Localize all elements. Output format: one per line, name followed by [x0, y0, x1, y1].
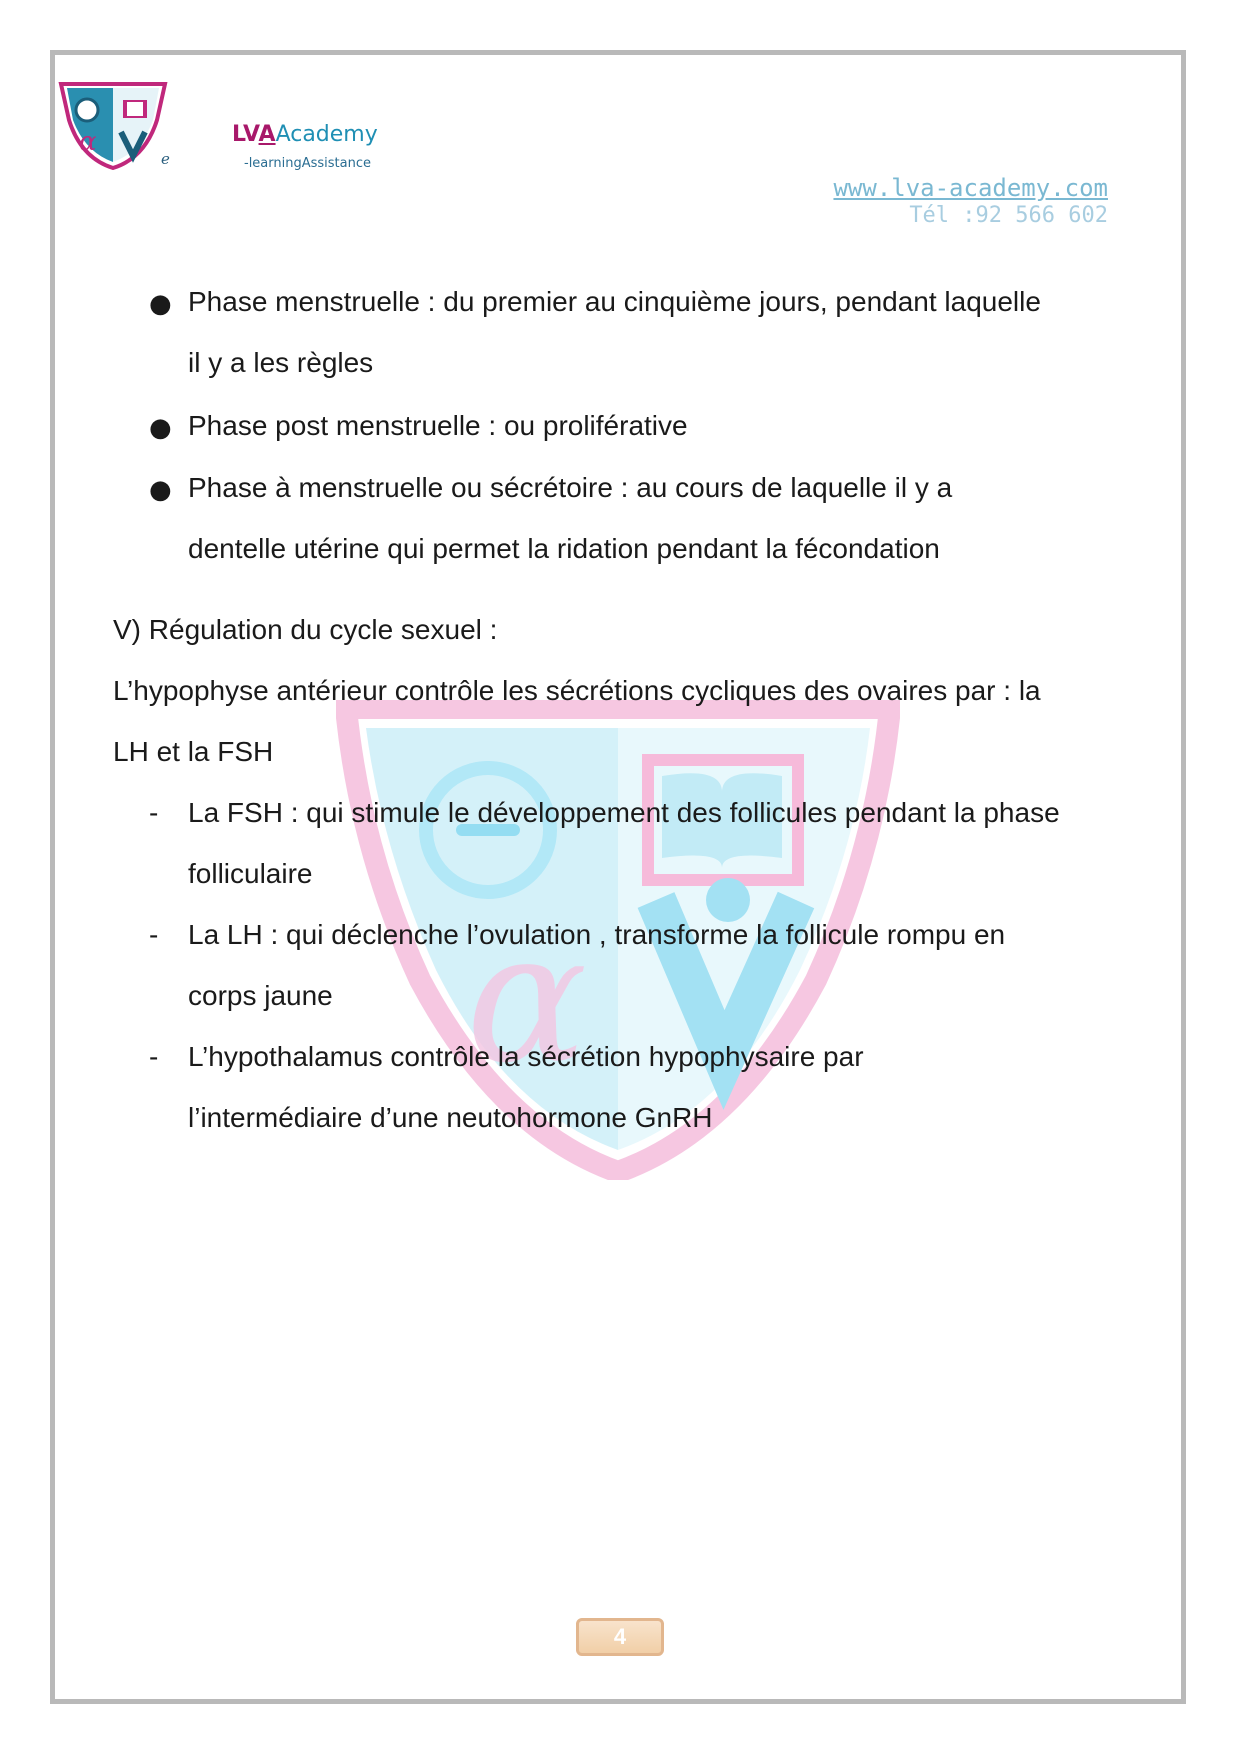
- section-heading: V) Régulation du cycle sexuel :: [113, 614, 498, 645]
- svg-text:α: α: [466, 894, 588, 1103]
- bullet-3-line-2: dentelle utérine qui permet la ridation pendant la fécondation: [188, 533, 940, 564]
- bullet-1-line-1: Phase menstruelle : du premier au cinquième jours, pendant laquelle: [188, 286, 1041, 317]
- brand-name: [232, 122, 378, 147]
- bullet-3-line-1: Phase à menstruelle ou sécrétoire : au cours de laquelle il y a: [188, 472, 953, 503]
- brand-academy: Academy: [275, 122, 378, 147]
- dash-1-line-2: folliculaire: [188, 858, 313, 889]
- bullet-marker: ●: [149, 475, 172, 505]
- brand-lv: LV: [232, 122, 259, 147]
- dash-1-line-1: La FSH : qui stimule le développement des follicules pendant la phase: [188, 797, 1060, 828]
- section-intro-line-2: LH et la FSH: [113, 736, 274, 767]
- logo-e-mark: e: [161, 150, 170, 168]
- bullet-marker: ●: [149, 289, 172, 319]
- bullet-marker: ●: [149, 413, 172, 443]
- svg-text:α: α: [79, 127, 97, 157]
- website-link[interactable]: www.lva-academy.com: [833, 174, 1108, 202]
- dash-3-line-2: l’intermédiaire d’une neutohormone GnRH: [188, 1102, 713, 1133]
- academy-logo: [57, 80, 169, 170]
- bullet-2-line-1: Phase post menstruelle : ou proliférative: [188, 410, 688, 441]
- dash-marker: -: [149, 797, 159, 828]
- contact-block: [833, 174, 1108, 230]
- dash-marker: -: [149, 919, 159, 950]
- brand-tagline: -learningAssistance: [244, 156, 371, 171]
- dash-2-line-2: corps jaune: [188, 980, 333, 1011]
- dash-3-line-1: L’hypothalamus contrôle la sécrétion hypophysaire par: [188, 1041, 864, 1072]
- section-intro-line-1: L’hypophyse antérieur contrôle les sécrétions cycliques des ovaires par : la: [113, 675, 1041, 706]
- bullet-1-line-2: il y a les règles: [188, 347, 374, 378]
- phone-number: Tél :92 566 602: [909, 203, 1108, 228]
- page-number-badge: 4: [576, 1618, 664, 1656]
- dash-2-line-1: La LH : qui déclenche l’ovulation , transforme la follicule rompu en: [188, 919, 1006, 950]
- brand-a: A: [258, 122, 276, 147]
- dash-marker: -: [149, 1041, 159, 1072]
